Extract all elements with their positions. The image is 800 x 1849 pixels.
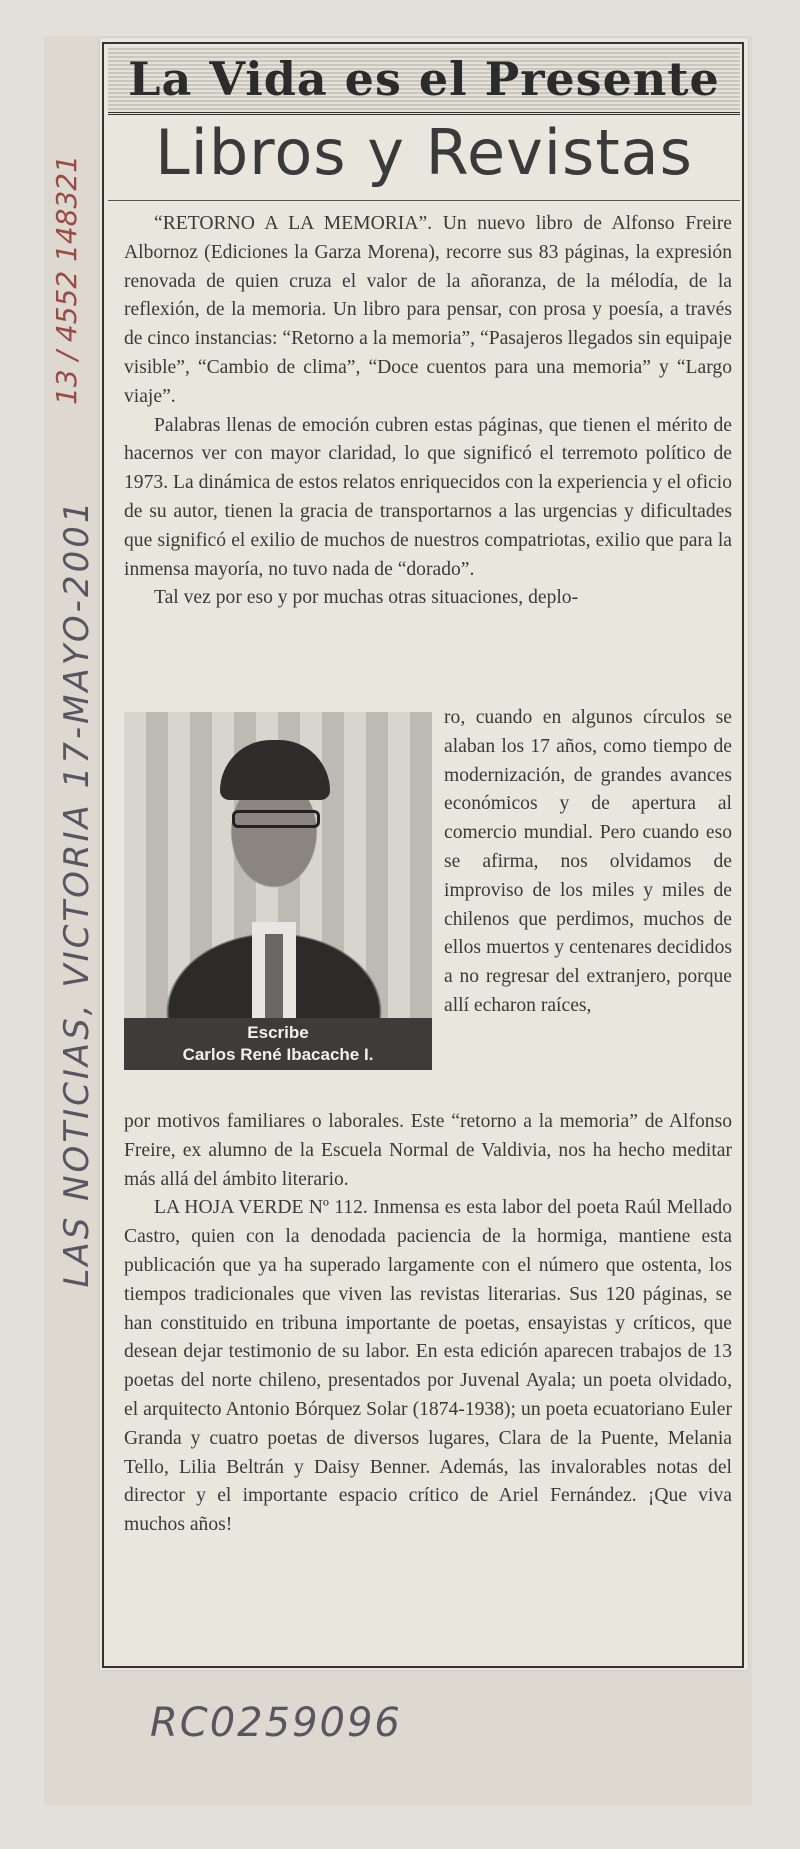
headline-divider (108, 200, 740, 201)
section-banner (108, 46, 740, 115)
photo-glasses (232, 810, 320, 828)
author-photo-block (124, 712, 432, 1078)
photo-tie (265, 934, 283, 1018)
article-body-top (124, 210, 732, 613)
paragraph: Palabras llenas de emoción cubren estas páginas, que tienen el mérito de hacernos ver con mayor claridad, lo que significó el terremoto político de 1973. La dinámica de estos relatos enriquecidos con la experiencia y el oficio de su autor, tienen la gracia de transportarnos a las urgencias y dificultades que significó el exilio de muchos de nuestros compatriotas, exilio que para la inmensa mayoría, no tuvo nada de “dorado”. (124, 414, 732, 580)
section-banner-title: La Vida es el Presente (128, 52, 720, 106)
catalog-number: RC0259096 (150, 1700, 402, 1746)
caption-line-1: Escribe (247, 1023, 309, 1042)
photo-caption (124, 1018, 432, 1070)
paragraph: Tal vez por eso y por muchas otras situaciones, deplo- (154, 587, 579, 609)
paragraph: LA HOJA VERDE Nº 112. Inmensa es esta labor del poeta Raúl Mellado Castro, quien con la denodada paciencia de la hormiga, mantiene esta publicación que ya ha superado largamente con el número que ostenta, los tiempos tradicionales que viven las revistas literarias. Sus 120 páginas, se han constituido en tribuna importante de poetas, ensayistas y críticos, que desean dejar testimonio de su labor. En esta edición aparecen trabajos de 13 poetas del norte chileno, presentados por Juvenal Ayala; un poeta olvidado, el arquitecto Antonio Bórquez Solar (1874-1938); un poeta ecuatoriano Euler Granda y cuatro poetas de diversos lugares, Clara de la Puente, Melania Tello, Lilia Beltrán y Daisy Benner. Además, las invalorables notas del director y el importante espacio crítico de Ariel Fernández. ¡Que viva muchos años! (124, 1197, 732, 1536)
author-photo (124, 712, 432, 1018)
paragraph: por motivos familiares o laborales. Este “retorno a la memoria” de Alfonso Freire, ex alumno de la Escuela Normal de Valdivia, nos ha hecho meditar más allá del ámbito literario. (124, 1111, 732, 1190)
caption-line-2: Carlos René Ibacache I. (182, 1045, 374, 1064)
photo-hair (220, 740, 330, 800)
red-handwritten-text: 13 / 4552 148321 (50, 155, 83, 405)
article-wrap-text: ro, cuando en algunos círculos se alaban los 17 años, como tiempo de modernización, de grandes avances económicos y de apertura al comercio mundial. Pero cuando eso se afirma, nos olvidamos de improviso de los miles y miles de chilenos que perdimos, muchos de ellos muertos y centenares decididos a no regresar del extranjero, porque allí echaron raíces, (444, 707, 732, 1016)
red-handwritten-note (40, 100, 100, 460)
paragraph: “RETORNO A LA MEMORIA”. Un nuevo libro de Alfonso Freire Albornoz (Ediciones la Garza Morena), recorre sus 83 páginas, la expresión renovada de quien cruza el valor de la añoranza, de la mélodía, de la reflexión, de la memoria. Un libro para pensar, con prosa y poesía, a través de cinco instancias: “Retorno a la memoria”, “Pasajeros llegados sin equipaje visible”, “Cambio de clima”, “Doce cuentos para una memoria” y “Largo viaje”. (124, 213, 732, 407)
handwritten-source-note: LAS NOTICIAS, VICTORIA 17-MAYO-2001 (57, 498, 97, 1288)
article-headline: Libros y Revistas (155, 116, 693, 189)
article-body-bottom (124, 1108, 732, 1540)
